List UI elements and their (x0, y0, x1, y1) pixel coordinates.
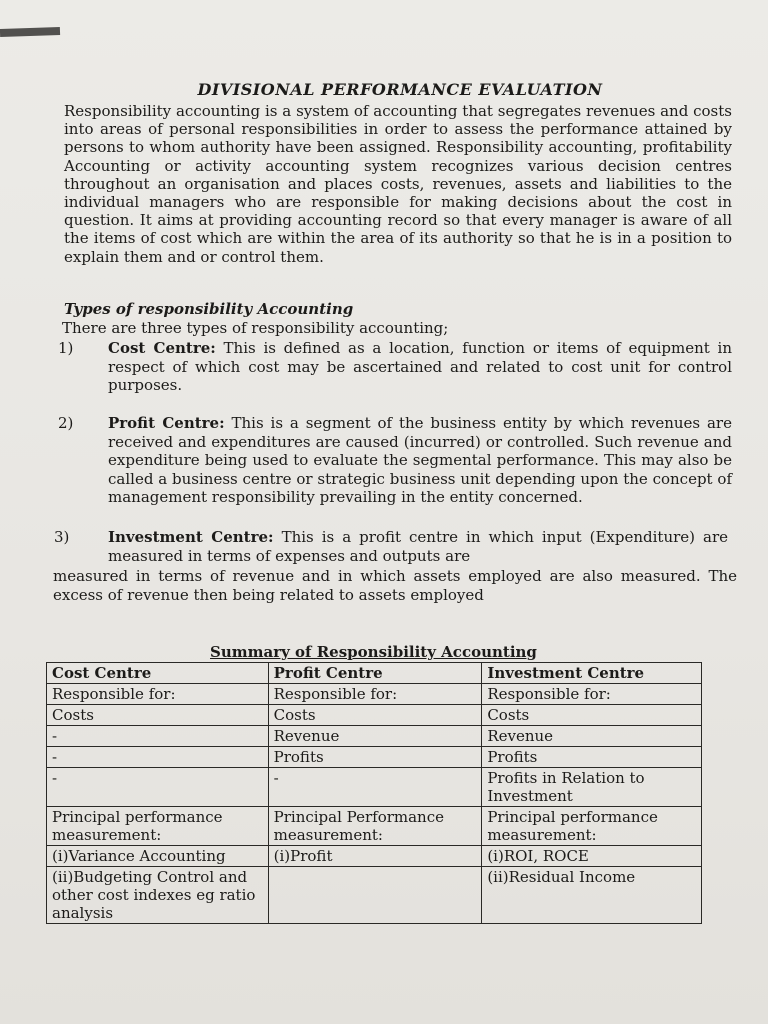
item-number: 3) (54, 528, 70, 546)
header-cost-centre: Cost Centre (47, 663, 269, 684)
table-row (47, 747, 702, 768)
item-term: Investment Centre: (108, 528, 274, 546)
table-row (47, 846, 702, 867)
header-profit-centre: Profit Centre (268, 663, 482, 684)
page-title: DIVISIONAL PERFORMANCE EVALUATION (197, 80, 603, 99)
table-cell: - (47, 726, 269, 747)
table-cell: (i)ROI, ROCE (482, 846, 702, 867)
table-row (47, 807, 702, 846)
table-title: Summary of Responsibility Accounting (210, 643, 537, 661)
item-number: 2) (58, 414, 74, 432)
item-body (108, 414, 732, 507)
table-row (47, 684, 702, 705)
table-cell: Costs (268, 705, 482, 726)
corner-mark (0, 27, 60, 37)
item-body (108, 339, 732, 395)
table-cell: Responsible for: (482, 684, 702, 705)
item-term: Cost Centre: (108, 339, 216, 357)
table-cell: Profits (268, 747, 482, 768)
table-cell: (ii)Budgeting Control and other cost indexes eg ratio analysis (47, 867, 269, 924)
intro-paragraph: Responsibility accounting is a system of accounting that segregates revenues and costs into areas of personal responsibilities in order to assess the performance attained by persons to whom authority have been assigned. Responsibility accounting, profitability Accounting or activity accounting system recognizes various decision centres throughout an organisation and places costs, revenues, assets and liabilities to the individual managers who are responsible for making decisions about the cost in question. It aims at providing accounting record so that every manager is aware of all the items of cost which are within the area of its authority so that he is in a position to explain them and or control them. (64, 102, 732, 266)
table-cell: (i)Profit (268, 846, 482, 867)
table-cell: (ii)Residual Income (482, 867, 702, 924)
table-row (47, 726, 702, 747)
table-header-row (47, 663, 702, 684)
table-cell: Revenue (268, 726, 482, 747)
item-text: This is a profit centre in which input (Expenditure) are measured in terms of expenses and outputs are (108, 528, 728, 565)
table-cell (268, 867, 482, 924)
item-body (108, 528, 728, 565)
types-heading: Types of responsibility Accounting (64, 300, 354, 318)
item-text: This is defined as a location, function or items of equipment in respect of which cost may be ascertained and related to cost unit for control purposes. (108, 339, 732, 394)
item-continuation: measured in terms of revenue and in which assets employed are also measured. The excess of revenue then being related to assets employed (53, 567, 737, 604)
table-cell: Principal performance measurement: (47, 807, 269, 846)
table-cell: Profits (482, 747, 702, 768)
list-item-cost-centre (58, 339, 732, 395)
table-row (47, 768, 702, 807)
table-cell: Revenue (482, 726, 702, 747)
table-cell: (i)Variance Accounting (47, 846, 269, 867)
list-item-profit-centre (58, 414, 732, 507)
types-intro: There are three types of responsibility accounting; (62, 319, 449, 337)
table-cell: Principal Performance measurement: (268, 807, 482, 846)
table-row (47, 867, 702, 924)
table-row (47, 705, 702, 726)
table-cell: Principal performance measurement: (482, 807, 702, 846)
table-cell: Responsible for: (268, 684, 482, 705)
table-cell: Costs (47, 705, 269, 726)
item-number: 1) (58, 339, 74, 357)
table-cell: Costs (482, 705, 702, 726)
item-term: Profit Centre: (108, 414, 225, 432)
item-text: This is a segment of the business entity by which revenues are received and expenditures are caused (incurred) or controlled. Such revenue and expenditure being used to evaluate the segmental performance. This may also be called a business centre or strategic business unit depending upon the concept of management responsibility prevailing in the entity concerned. (108, 414, 732, 506)
table-cell: Profits in Relation to Investment (482, 768, 702, 807)
table-cell: Responsible for: (47, 684, 269, 705)
header-investment-centre: Investment Centre (482, 663, 702, 684)
list-item-investment-centre (54, 528, 728, 565)
table-cell: - (268, 768, 482, 807)
table-cell: - (47, 747, 269, 768)
table-cell: - (47, 768, 269, 807)
summary-table (46, 662, 702, 924)
